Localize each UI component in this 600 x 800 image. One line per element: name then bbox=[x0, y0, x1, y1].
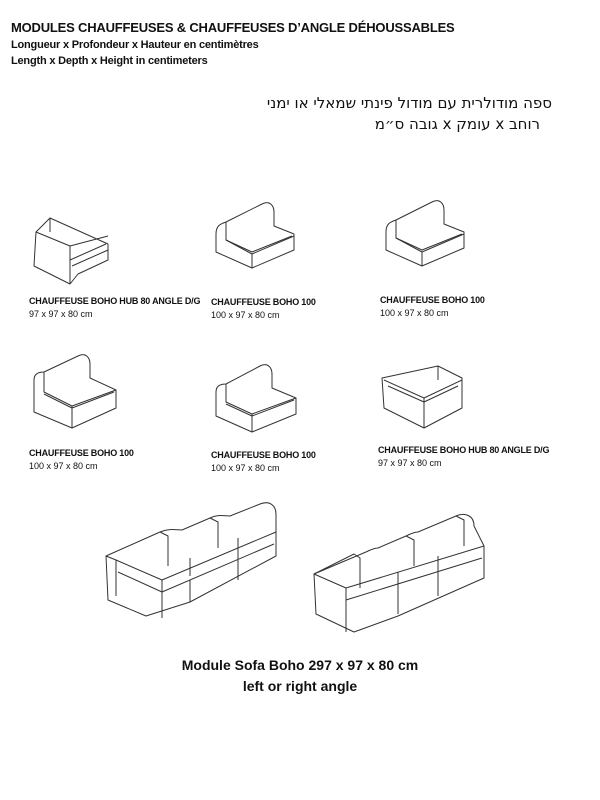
sofa-caption: Module Sofa Boho 297 x 97 x 80 cm bbox=[181, 657, 419, 673]
armless-chair-illustration bbox=[30, 350, 126, 440]
document-title: MODULES CHAUFFEUSES & CHAUFFEUSES D’ANGLE DÉHOUSSABLES bbox=[11, 20, 455, 35]
hebrew-title: ספה מודולרית עם מודול פינתי שמאלי או ימני bbox=[266, 94, 552, 112]
subtitle-english: Length x Depth x Height in centimeters bbox=[11, 55, 208, 67]
module-name: CHAUFFEUSE BOHO 100 bbox=[211, 297, 316, 307]
sofa-caption-angle: left or right angle bbox=[242, 678, 358, 694]
module-name: CHAUFFEUSE BOHO HUB 80 ANGLE D/G bbox=[378, 445, 550, 455]
armless-chair-illustration bbox=[212, 196, 302, 286]
corner-chair-illustration bbox=[28, 214, 118, 290]
armless-chair-illustration bbox=[382, 194, 472, 284]
module-name: CHAUFFEUSE BOHO HUB 80 ANGLE D/G bbox=[29, 296, 201, 306]
corner-chair-illustration bbox=[378, 364, 468, 440]
module-dimensions: 100 x 97 x 80 cm bbox=[29, 461, 98, 471]
module-dimensions: 97 x 97 x 80 cm bbox=[378, 458, 442, 468]
subtitle-french: Longueur x Profondeur x Hauteur en centimètres bbox=[11, 39, 259, 51]
module-dimensions: 97 x 97 x 80 cm bbox=[29, 309, 93, 319]
module-dimensions: 100 x 97 x 80 cm bbox=[380, 308, 449, 318]
module-dimensions: 100 x 97 x 80 cm bbox=[211, 310, 280, 320]
hebrew-subtitle: רוחב x עומק x גובה ס״מ bbox=[374, 115, 540, 133]
module-name: CHAUFFEUSE BOHO 100 bbox=[211, 450, 316, 460]
module-dimensions: 100 x 97 x 80 cm bbox=[211, 463, 280, 473]
module-name: CHAUFFEUSE BOHO 100 bbox=[29, 448, 134, 458]
sofa-left-angle-illustration bbox=[100, 496, 290, 636]
armless-chair-illustration bbox=[212, 356, 308, 446]
sofa-right-angle-illustration bbox=[306, 496, 496, 636]
module-name: CHAUFFEUSE BOHO 100 bbox=[380, 295, 485, 305]
